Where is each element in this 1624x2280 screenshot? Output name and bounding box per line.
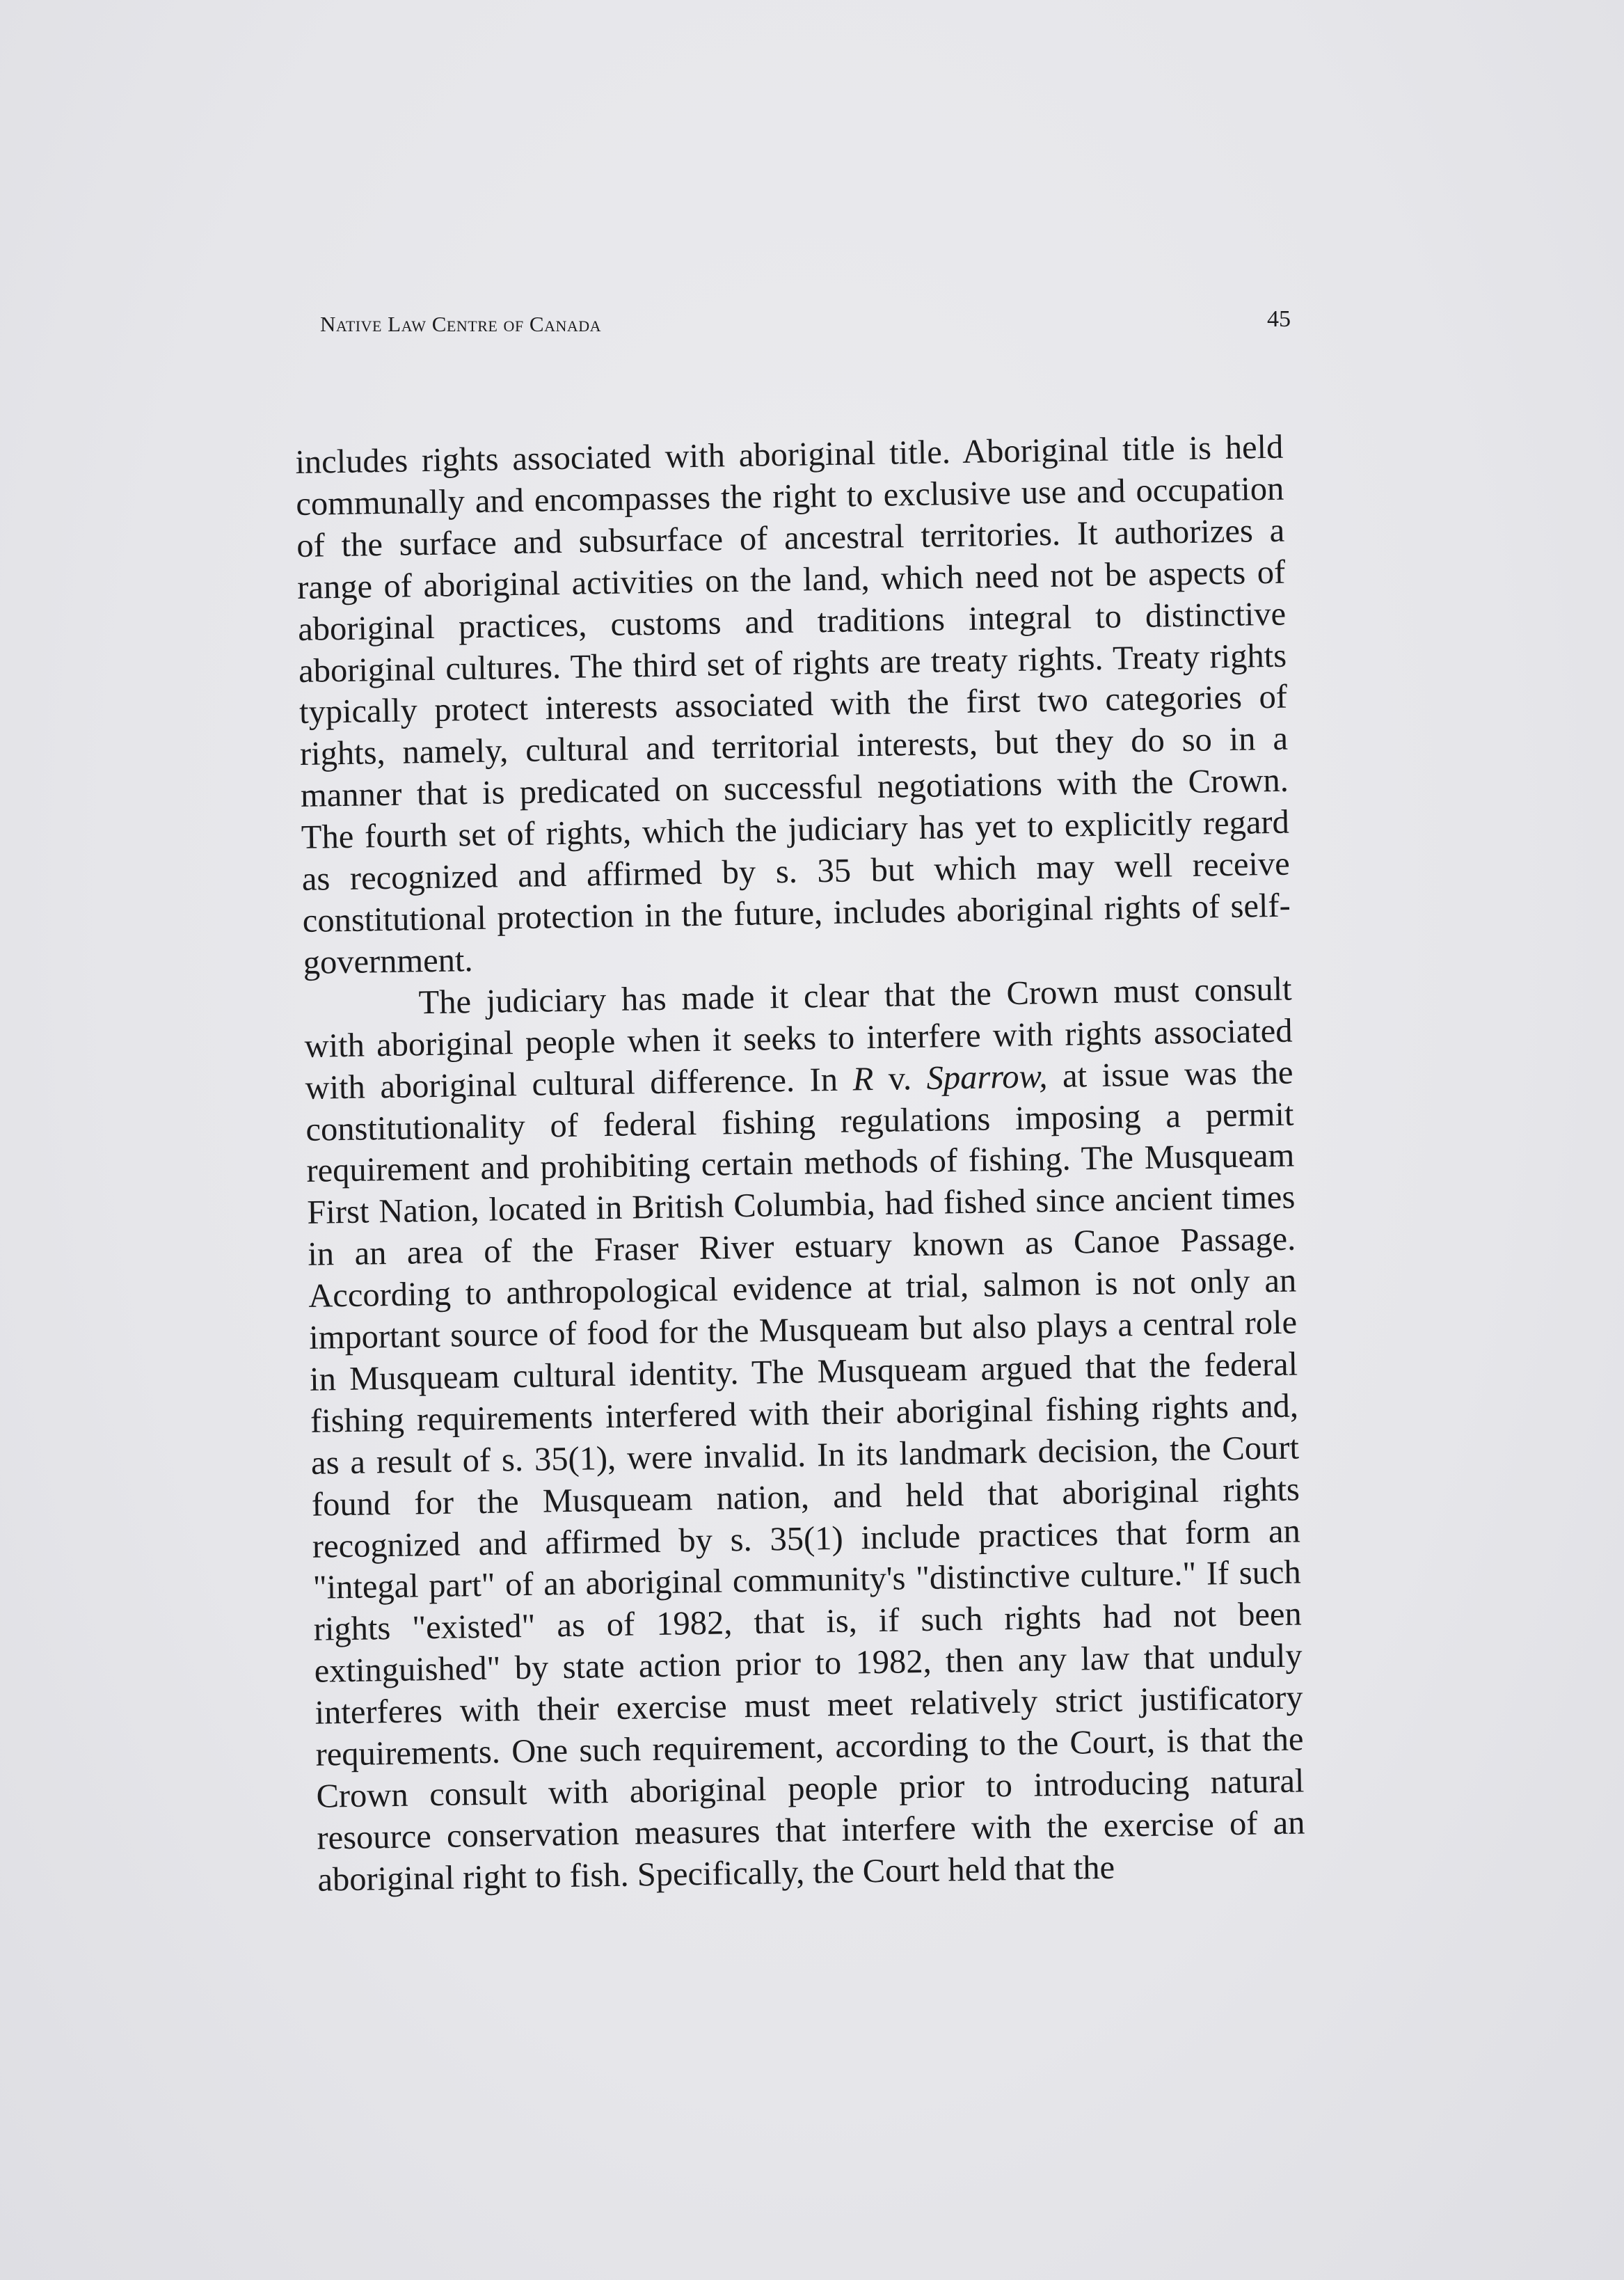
page-number: 45 [1267, 306, 1291, 332]
case-name-r: R [852, 1060, 874, 1098]
paragraph-2 [303, 968, 1306, 1901]
paragraph-2-text-c: at issue was the constitutionality of federal fishing regulations imposing a permit requirement and prohibiting certain methods of fishing. The Musqueam First Nation, located in British Columbia, had fished since ancient times in an area of the Fraser River estuary known as Canoe Passage. According to anthropological evidence at trial, salmon is not only an important source of food for the Musqueam but also plays a central role in Musqueam cultural identity. The Musqueam argued that the federal fishing requirements interfered with their aboriginal fishing rights and, as a result of s. 35(1), were invalid. In its landmark decision, the Court found for the Musqueam nation, and held that aboriginal rights recognized and affirmed by s. 35(1) include practices that form an "integal part" of an aboriginal community's "distinctive culture." If such rights "existed" as of 1982, that is, if such rights had not been extinguished" by state action prior to 1982, then any law that unduly interferes with their exercise must meet relatively strict justificatory requirements. One such requirement, according to the Court, is that the Crown consult with aboriginal people prior to introducing natural resource conservation measures that interfere with the exercise of an aboriginal right to fish. Specifically, the Court held that the [305, 1054, 1305, 1899]
paragraph-2-text-a: The judiciary has made it clear that the Crown must consult with aboriginal people when it seeks to interfere with rights associated with aboriginal cultural difference. In [304, 970, 1293, 1107]
case-name-sparrow: Sparrow, [926, 1057, 1048, 1097]
body-text [295, 427, 1306, 1901]
running-head [320, 306, 1291, 348]
running-title: Native Law Centre of Canada [320, 312, 602, 336]
paragraph-2-text-b: v. [873, 1059, 928, 1098]
paragraph-1: includes rights associated with aboriginal title. Aboriginal title is held communally and encompasses the right to exclusive use and occupation of the surface and subsurface of ancestral territories. It authorizes a range of aboriginal activities on the land, which need not be aspects of aboriginal practices, customs and traditions integral to distinctive aboriginal cultures. The third set of rights are treaty rights. Treaty rights typically protect interests associated with the first two categories of rights, namely, cultural and territorial interests, but they do so in a manner that is predicated on successful negotiations with the Crown. The fourth set of rights, which the judiciary has yet to explicitly regard as recognized and affirmed by s. 35 but which may well receive constitutional protection in the future, includes aboriginal rights of self-government. [295, 428, 1291, 981]
